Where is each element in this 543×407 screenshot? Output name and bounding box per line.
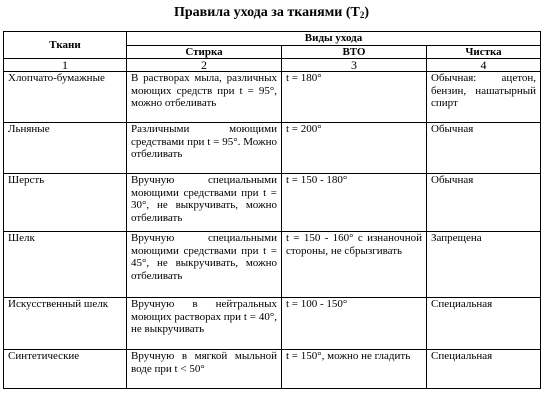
column-number: 2 [127, 59, 282, 72]
ironing-cell: t = 100 - 150° [282, 298, 427, 350]
table-row [4, 174, 541, 232]
header-ironing: ВТО [282, 45, 427, 59]
ironing-cell: t = 150°, можно не гладить [282, 350, 427, 389]
cleaning-cell: Запрещена [427, 232, 541, 298]
header-washing: Стирка [127, 45, 282, 59]
cleaning-cell: Специальная [427, 298, 541, 350]
fabric-cell: Искусственный шелк [4, 298, 127, 350]
fabric-cell: Льняные [4, 123, 127, 174]
cleaning-cell: Специальная [427, 350, 541, 389]
fabric-cell: Шерсть [4, 174, 127, 232]
fabric-cell: Синтетические [4, 350, 127, 389]
cleaning-cell: Обычная: ацетон, бензин, нашатырный спирт [427, 72, 541, 123]
fabric-cell: Шелк [4, 232, 127, 298]
header-cleaning: Чистка [427, 45, 541, 59]
ironing-cell: t = 150 - 180° [282, 174, 427, 232]
header-care-types: Виды ухода [127, 32, 541, 46]
document-title [0, 4, 543, 22]
column-number-row [4, 59, 541, 72]
table-row [4, 350, 541, 389]
washing-cell: В растворах мыла, различных моющих средств при t = 95°, можно отбеливать [127, 72, 282, 123]
column-number: 3 [282, 59, 427, 72]
cleaning-cell: Обычная [427, 174, 541, 232]
fabric-cell: Хлопчато-бумажные [4, 72, 127, 123]
cleaning-cell: Обычная [427, 123, 541, 174]
washing-cell: Вручную в мягкой мыльной воде при t < 50° [127, 350, 282, 389]
ironing-cell: t = 150 - 160° с изнаночной стороны, не сбрызгивать [282, 232, 427, 298]
table-row [4, 298, 541, 350]
column-number: 1 [4, 59, 127, 72]
ironing-cell: t = 200° [282, 123, 427, 174]
title-subscript: 2 [359, 10, 365, 20]
fabric-care-table [3, 31, 541, 389]
table-row [4, 123, 541, 174]
table-row [4, 72, 541, 123]
title-close: ) [364, 5, 370, 20]
washing-cell: Различными моющими средствами при t = 95°. Можно отбеливать [127, 123, 282, 174]
ironing-cell: t = 180° [282, 72, 427, 123]
header-fabrics: Ткани [4, 32, 127, 59]
washing-cell: Вручную в нейтральных моющих растворах при t = 40°, не выкручивать [127, 298, 282, 350]
title-text: Правила ухода за тканями (Т [173, 5, 360, 20]
table-row [4, 232, 541, 298]
washing-cell: Вручную специальными моющими средствами при t = 30°, не выкручивать, можно отбеливать [127, 174, 282, 232]
washing-cell: Вручную специальными моющими средствами при t = 45°, не выкручивать, можно отбеливать [127, 232, 282, 298]
column-number: 4 [427, 59, 541, 72]
